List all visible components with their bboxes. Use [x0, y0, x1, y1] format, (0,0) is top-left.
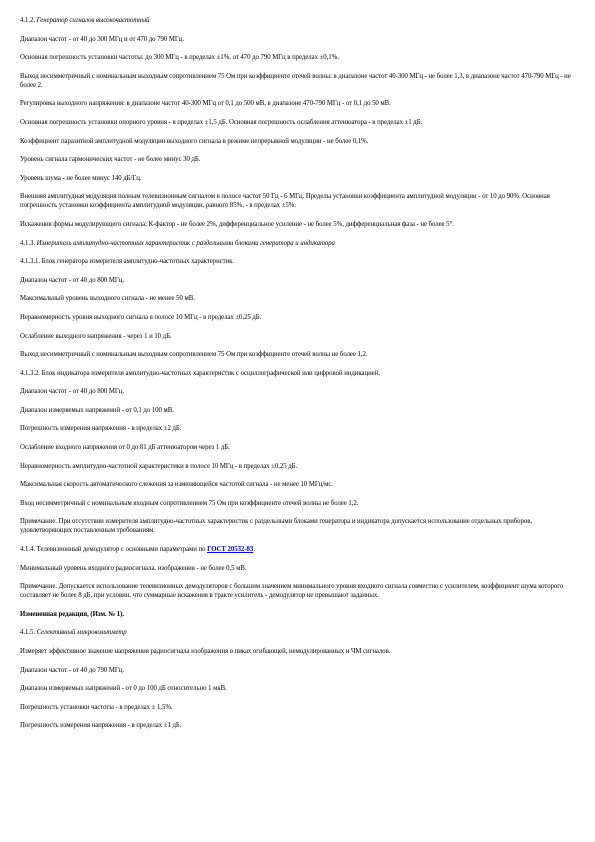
paragraph-text: Ослабление входного напряжения от 0 до 81 дБ аттенюатором через 1 дБ.	[20, 444, 230, 452]
paragraph-text: 4.1.2.	[20, 17, 37, 24]
paragraph-text: Диапазон измеряемых напряжений - от 0,1 до 100 мВ.	[20, 406, 174, 414]
paragraph	[20, 517, 577, 535]
paragraph	[20, 647, 577, 656]
paragraph-text: 4.1.3.1. Блок генератора измерителя амплитудно-частотных характеристик.	[20, 258, 235, 266]
paragraph	[20, 99, 577, 108]
paragraph	[20, 332, 577, 341]
paragraph-text: Неравномерность амплитудно-частотной характеристики в полосе 10 МГц - в пределах ±0,25 дБ.	[20, 462, 298, 470]
paragraph-text: 4.1.3.	[20, 239, 37, 247]
paragraph	[20, 294, 577, 303]
paragraph	[20, 684, 577, 693]
paragraph-text: Коэффициент паразитной амплитудной модуляции выходного сигнала в режиме непрерывной модуляции - не более 0,1%.	[20, 137, 369, 145]
paragraph	[20, 276, 577, 285]
paragraph-text: Внешняя амплитудная модуляция полным телевизионным сигналом в полосе частот 50 Гц - 6 МГц. Пределы установки коэффициента амплитудной модуляции - от 10 до 90%. Основная погрешность установки коэффициента амплитудной модуляции, равного 85%, - в пределах ±5%.	[20, 193, 550, 210]
paragraph	[20, 610, 577, 619]
paragraph	[20, 118, 577, 127]
paragraph	[20, 313, 577, 322]
paragraph	[20, 35, 577, 44]
paragraph-text: 4.1.5.	[20, 629, 37, 637]
paragraph	[20, 369, 577, 378]
paragraph-text: Погрешность измерения напряжения - в пределах ±1 дБ.	[20, 722, 182, 730]
paragraph	[20, 628, 577, 637]
paragraph-text: Измененная редакция, (Изм. № 1).	[20, 610, 124, 618]
paragraph-text: Основная погрешность установки частоты: до 300 МГц - в пределах ±1%, от 470 до 790 МГц в пределах ±0,1%.	[20, 54, 339, 62]
paragraph	[20, 387, 577, 396]
paragraph	[20, 174, 577, 183]
paragraph	[20, 564, 577, 573]
paragraph-text: Измеряет эффективное значение напряжения радиосигнала изображения в пиках огибающей, немодулированных и ЧМ сигналов.	[20, 648, 391, 655]
paragraph	[20, 137, 577, 146]
paragraph-text: Диапазон частот - от 40 до 300 МГц и от 470 до 790 МГц.	[20, 35, 184, 43]
gost-link[interactable]: ГОСТ 20532-83	[207, 546, 254, 554]
paragraph	[20, 192, 577, 210]
paragraph	[20, 499, 577, 508]
paragraph	[20, 443, 577, 452]
paragraph-text: Примечание. Допускается использование телевизионных демодуляторов с большим значением минимального уровня входного сигнала совместно с усилителем, коэффициент шума которого составляет не более 8 дБ, при условии, что суммарные искажения в тракте усилитель - демодулятор не превышают заданных.	[20, 583, 564, 600]
paragraph	[20, 480, 577, 489]
paragraph-text: Диапазон частот - от 40 до 790 МГц.	[20, 666, 124, 674]
paragraph-text: Максимальная скорость автоматического слежения за изменяющейся частотой сигнала - не менее 10 МГц/мс.	[20, 481, 334, 489]
paragraph	[20, 350, 577, 359]
paragraph-text: Уровень шума - не более минус 140 дБ/Гц.	[20, 174, 142, 182]
paragraph-text: Погрешность измерения напряжения - в пределах ±2 дБ.	[20, 425, 182, 433]
paragraph-text: Неравномерность уровня выходного сигнала в полосе 10 МГц - в пределах ±0,25 дБ.	[20, 313, 262, 321]
paragraph-text-after: .	[253, 546, 255, 554]
paragraph-text: Искажения формы модулирующего сигнала: К-фактор - не более 2%, дифференциальное усиление - не более 5%, дифференциальная фаза - не более 5°.	[20, 220, 454, 228]
section-heading-italic: Измеритель амплитудно-частотных характеристик с раздельными блоками генератора и индикатора	[36, 239, 335, 247]
paragraph	[20, 666, 577, 675]
paragraph	[20, 721, 577, 730]
paragraph	[20, 406, 577, 415]
paragraph	[20, 424, 577, 433]
paragraph-text: Максимальный уровень выходного сигнала - не менее 50 мВ.	[20, 295, 195, 303]
section-heading-italic: Генератор сигналов высокочастотный	[36, 17, 150, 24]
paragraph	[20, 53, 577, 62]
paragraph	[20, 703, 577, 712]
paragraph-text: 4.1.3.2. Блок индикатора измерителя амплитудно-частотных характеристик с осциллографической или цифровой индикацией.	[20, 369, 380, 377]
paragraph-text: Уровень сигнала гармонических частот - не более минус 30 дБ.	[20, 156, 201, 164]
paragraph-text: 4.1.4. Телевизионный демодулятор с основными параметрами по	[20, 546, 208, 554]
paragraph-text: Минимальный уровень входного радиосигнала, изображения - не более 0,5 мВ.	[20, 564, 247, 572]
paragraph	[20, 257, 577, 266]
paragraph	[20, 16, 577, 25]
paragraph	[20, 239, 577, 248]
paragraph-text: Ослабление выходного напряжения - через 1 и 10 дБ.	[20, 332, 172, 340]
paragraph-text: Вход несимметричный с номинальным входным сопротивлением 75 Ом при коэффициенте отечей волны не более 1,2.	[20, 499, 359, 507]
paragraph-text: Основная погрешность установки опорного уровня - в пределах ±1,5 дБ. Основная погрешность ослабления аттенюатора - в пределах ±1 дБ.	[20, 118, 423, 126]
section-heading-italic: Селективный микровольтметр	[36, 629, 127, 637]
paragraph-text: Диапазон частот - от 40 до 800 МГц.	[20, 388, 124, 396]
paragraph	[20, 582, 577, 600]
paragraph-text: Выход несимметричный с номинальным выходным сопротивлением 75 Ом при коэффициенте отечей волны: в диапазоне частот 40-300 МГц - не более 1,3, в диапазоне частот 470-790 МГц - не более 2.	[20, 72, 571, 89]
paragraph	[20, 462, 577, 471]
paragraph	[20, 545, 577, 554]
paragraph-text: Диапазон измеряемых напряжений - от 0 до 100 дБ относительно 1 мкВ.	[20, 685, 227, 693]
paragraph-text: Примечание. При отсутствии измерителя амплитудно-частотных характеристик с раздельными блоками генератора и индикатора допускается использование отдельных приборов, удовлетворяющих поставленным требованиям.	[20, 518, 533, 535]
paragraph-text: Регулировка выходного напряжения: в диапазоне частот 40-300 МГц от 0,1 до 500 мВ, в диапазоне 470-790 МГц - от 0,1 до 50 мВ.	[20, 100, 391, 108]
paragraph-text: Диапазон частот - от 40 до 800 МГц.	[20, 276, 124, 284]
paragraph-text: Выход несимметричный с номинальным выходным сопротивлением 75 Ом при коэффициенте отечей волны не более 1,2.	[20, 351, 368, 359]
paragraph	[20, 220, 577, 229]
paragraph-text: Погрешность установки частоты - в пределах ± 1,5%.	[20, 703, 173, 711]
paragraph	[20, 155, 577, 164]
paragraph	[20, 72, 577, 90]
